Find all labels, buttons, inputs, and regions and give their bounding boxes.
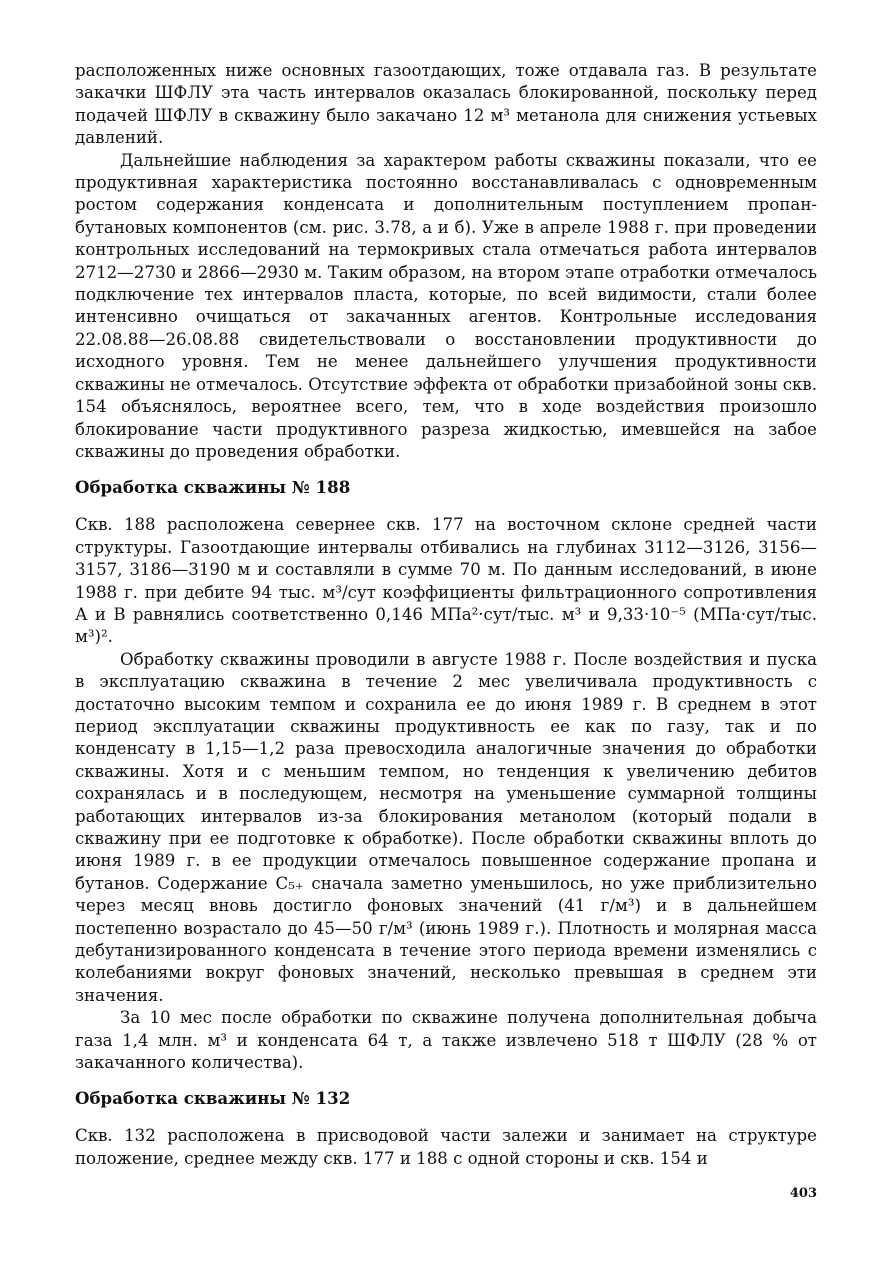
section-heading-well-188: Обработка скважины № 188: [75, 477, 351, 498]
section-heading-well-132: Обработка скважины № 132: [75, 1088, 351, 1109]
paragraph-well-132-location: Скв. 132 расположена в присводовой части залежи и занимает на структуре положение, среднее между скв. 177 и 188 с одной стороны и скв. 154 и: [75, 1126, 817, 1168]
paragraph-observations: Дальнейшие наблюдения за характером работы скважины показали, что ее продуктивная характеристика постоянно восстанавливалась с одновременным ростом содержания конденсата и дополнительным поступлением пропан-бутановых компонентов (см. рис. 3.78, а и б). Уже в апреле 1988 г. при проведении контрольных исследований на термокривых стала отмечаться работа интервалов 2712—2730 и 2866—2930 м. Таким образом, на втором этапе отработки отмечалось подключение тех интервалов пласта, которые, по всей видимости, стали более интенсивно очищаться от закачанных агентов. Контрольные исследования 22.08.88—26.08.88 свидетельствовали о восстановлении продуктивности до исходного уровня. Тем не менее дальнейшего улучшения продуктивности скважины не отмечалось. Отсутствие эффекта от обработки призабойной зоны скв. 154 объяснялось, вероятнее всего, тем, что в ходе воздействия произошло блокирование части продуктивного разреза жидкостью, имевшейся на забое скважины до проведения обработки.: [75, 150, 817, 461]
page-number: 403: [789, 1186, 817, 1201]
page-body: [75, 60, 817, 1170]
paragraph-continuation: расположенных ниже основных газоотдающих, тоже отдавала газ. В результате закачки ШФЛУ эта часть интервалов оказалась блокированной, поскольку перед подачей ШФЛУ в скважину было закачано 12 м³ метанола для снижения устьевых давлений.: [75, 61, 817, 148]
paragraph-well-188-location: Скв. 188 расположена севернее скв. 177 на восточном склоне средней части структуры. Газоотдающие интервалы отбивались на глубинах 3112—3126, 3156—3157, 3186—3190 м и составляли в сумме 70 м. По данным исследований, в июне 1988 г. при дебите 94 тыс. м³/сут коэффициенты фильтрационного сопротивления А и В равнялись соответственно 0,146 МПа²·сут/тыс. м³ и 9,33·10⁻⁵ (МПа·сут/тыс. м³)².: [75, 515, 817, 647]
paragraph-well-188-results: За 10 мес после обработки по скважине получена дополнительная добыча газа 1,4 млн. м³ и конденсата 64 т, а также извлечено 518 т ШФЛУ (28 % от закачанного количества).: [75, 1008, 817, 1073]
paragraph-well-188-treatment: Обработку скважины проводили в августе 1988 г. После воздействия и пуска в эксплуатацию скважина в течение 2 мес увеличивала продуктивность с достаточно высоким темпом и сохранила ее до июня 1989 г. В среднем в этот период эксплуатации скважины продуктивность ее как по газу, так и по конденсату в 1,15—1,2 раза превосходила аналогичные значения до обработки скважины. Хотя и с меньшим темпом, но тенденция к увеличению дебитов сохранялась и в последующем, несмотря на уменьшение суммарной толщины работающих интервалов из-за блокирования метанолом (который подали в скважину при ее подготовке к обработке). После обработки скважины вплоть до июня 1989 г. в ее продукции отмечалось повышенное содержание пропана и бутанов. Содержание C₅₊ сначала заметно уменьшилось, но уже приблизительно через месяц вновь достигло фоновых значений (41 г/м³) и в дальнейшем постепенно возрастало до 45—50 г/м³ (июнь 1989 г.). Плотность и молярная масса дебутанизированного конденсата в течение этого периода времени изменялись с колебаниями вокруг фоновых значений, несколько превышая в среднем эти значения.: [75, 649, 817, 1005]
